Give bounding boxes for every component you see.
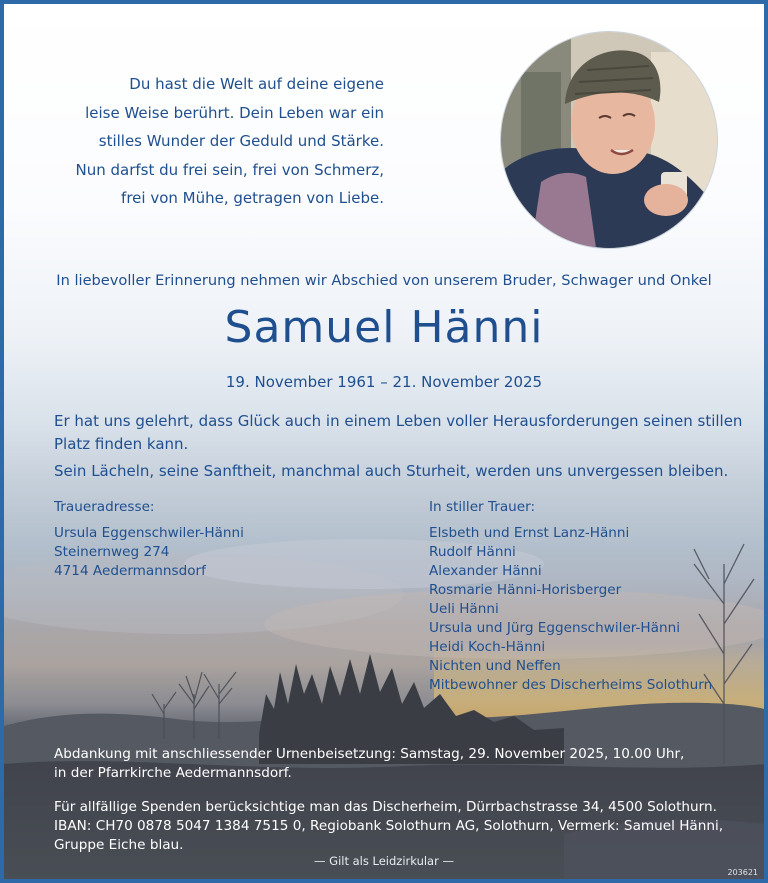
ad-code: 203621 xyxy=(727,868,758,877)
mourner: Mitbewohner des Discherheims Solothurn xyxy=(429,677,713,693)
poem-line: leise Weise berührt. Dein Leben war ein xyxy=(85,103,384,122)
mourner: Rudolf Hänni xyxy=(429,544,516,560)
portrait-photo xyxy=(500,31,718,249)
address-heading: Traueradresse: xyxy=(54,499,155,515)
mourner: Alexander Hänni xyxy=(429,563,542,579)
life-dates: 19. November 1961 – 21. November 2025 xyxy=(225,373,543,391)
address-line: Steinernweg 274 xyxy=(54,544,170,560)
poem-line: stilles Wunder der Geduld und Stärke. xyxy=(98,132,384,150)
mourning-address xyxy=(54,498,244,581)
tribute-paragraph: Sein Lächeln, seine Sanftheit, manchmal auch Sturheit, werden uns unvergessen bleiben. xyxy=(54,462,729,480)
mourner: Rosmarie Hänni-Horisberger xyxy=(429,582,622,598)
portrait-illustration xyxy=(501,32,717,248)
donation-line: IBAN: CH70 0878 5047 1384 7515 0, Regiobank Solothurn AG, Solothurn, Vermerk: Samuel Hänni, xyxy=(54,818,724,834)
address-line: 4714 Aedermannsdorf xyxy=(54,563,206,579)
address-line: Ursula Eggenschwiler-Hänni xyxy=(54,525,244,541)
obituary-card xyxy=(4,4,764,879)
ceremony-info xyxy=(54,745,744,783)
leidzirkular-note: — Gilt als Leidzirkular — xyxy=(314,854,454,868)
mourner: Elsbeth und Ernst Lanz-Hänni xyxy=(429,525,630,541)
mourner: Heidi Koch-Hänni xyxy=(429,639,546,655)
poem-line: frei von Mühe, getragen von Liebe. xyxy=(121,189,384,207)
donation-line: Gruppe Eiche blau. xyxy=(54,837,184,853)
poem-line: Du hast die Welt auf deine eigene xyxy=(129,75,384,93)
poem xyxy=(44,70,384,213)
ceremony-line: Abdankung mit anschliessender Urnenbeisetzung: Samstag, 29. November 2025, 10.00 Uhr, xyxy=(54,746,685,762)
ceremony-line: in der Pfarrkirche Aedermannsdorf. xyxy=(54,765,292,781)
mourners-heading: In stiller Trauer: xyxy=(429,499,536,515)
donation-info xyxy=(54,798,744,855)
tribute-paragraph: Er hat uns gelehrt, dass Glück auch in einem Leben voller Herausforderungen seinen stillen Platz finden kann. xyxy=(54,412,743,453)
donation-line: Für allfällige Spenden berücksichtige man das Discherheim, Dürrbachstrasse 34, 4500 Solothurn. xyxy=(54,799,717,815)
poem-line: Nun darfst du frei sein, frei von Schmerz, xyxy=(75,160,384,179)
mourner: Nichten und Neffen xyxy=(429,658,561,674)
intro-text: In liebevoller Erinnerung nehmen wir Abschied von unserem Bruder, Schwager und Onkel xyxy=(56,272,712,289)
mourner: Ueli Hänni xyxy=(429,601,499,617)
mourners-list xyxy=(429,498,712,695)
deceased-name: Samuel Hänni xyxy=(224,302,544,353)
mourner: Ursula und Jürg Eggenschwiler-Hänni xyxy=(429,620,680,636)
